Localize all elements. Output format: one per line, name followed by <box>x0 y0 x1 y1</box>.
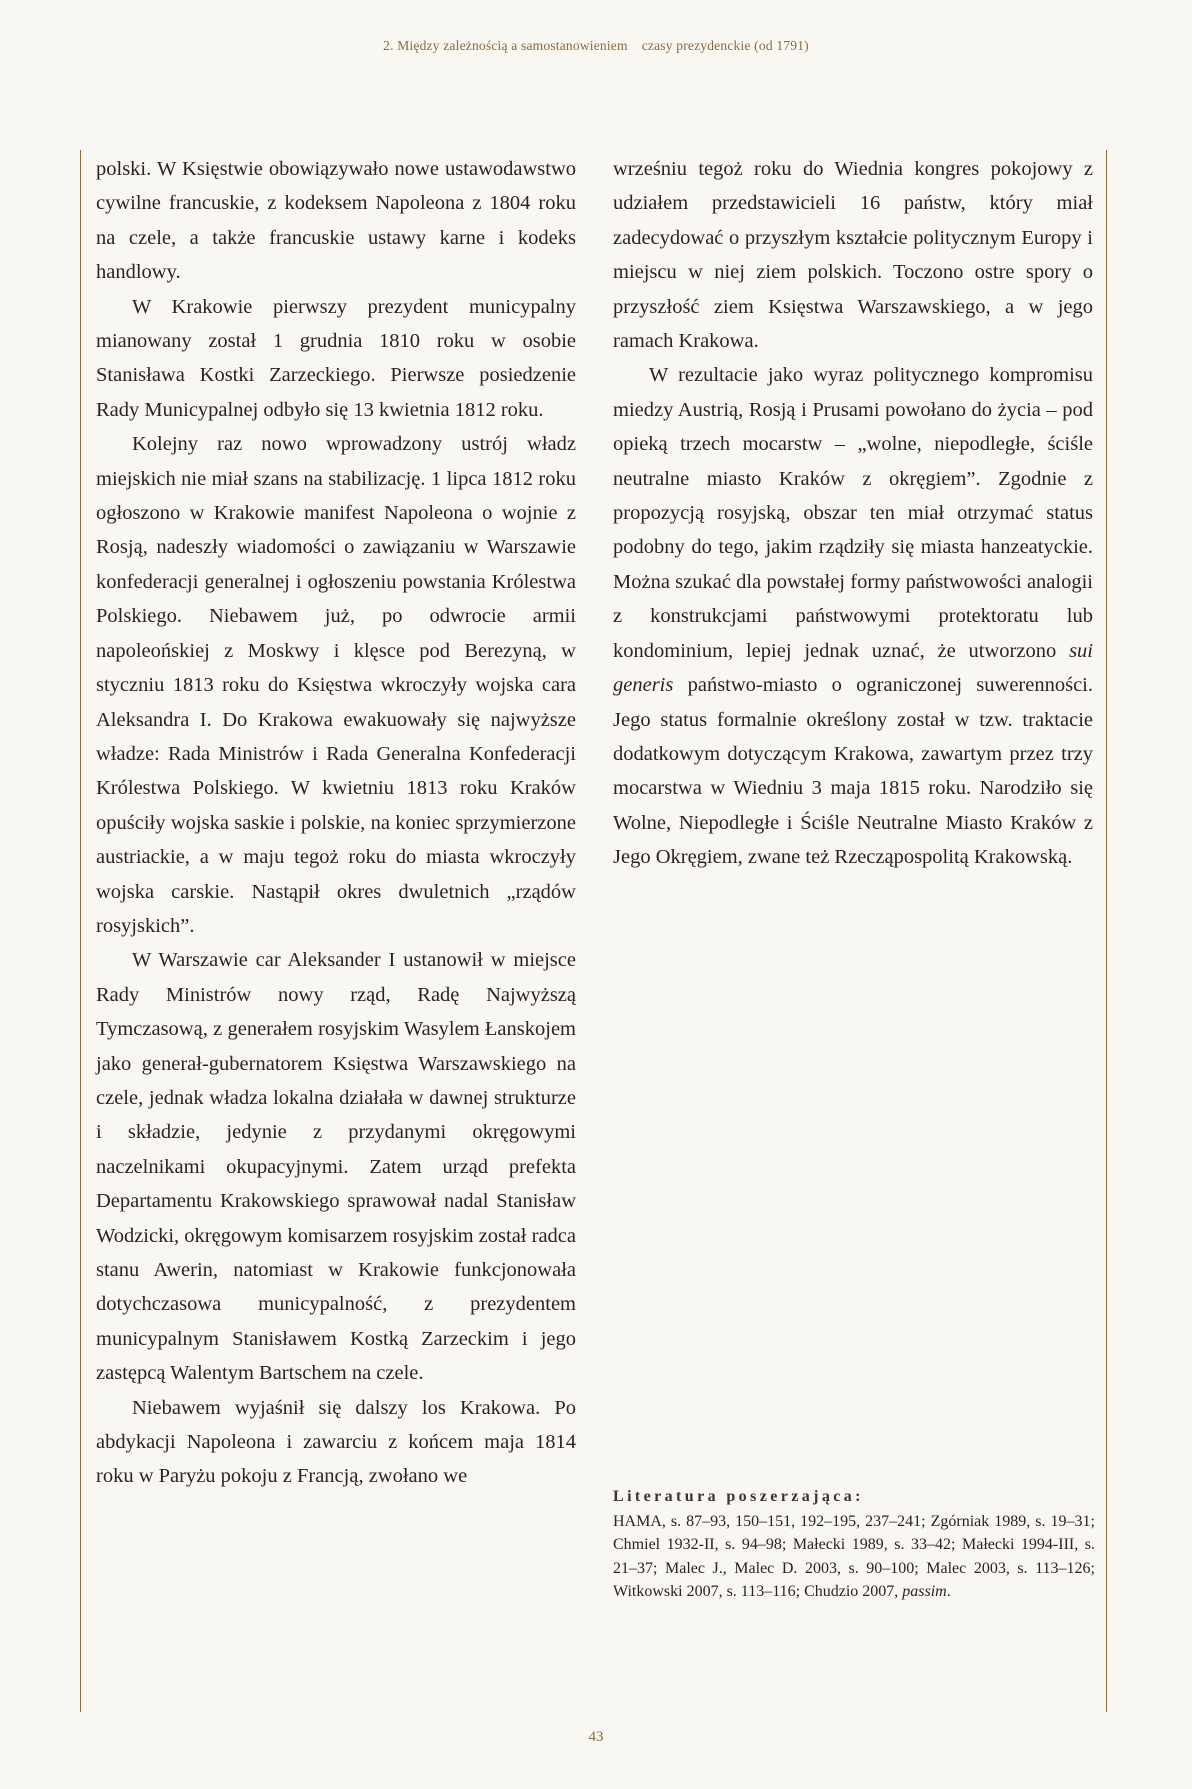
right-text-column <box>613 152 1093 875</box>
further-reading-text <box>613 1510 1095 1604</box>
paragraph: Kolejny raz nowo wprowadzony ustrój władz miejskich nie miał szans na stabilizację. 1 lipca 1812 roku ogłoszono w Krakowie manifest Napoleona o wojnie z Rosją, nadeszły wiadomości o zawiązaniu w Warszawie konfederacji generalnej i ogłoszeniu powstania Królestwa Polskiego. Niebawem już, po odwrocie armii napoleońskiej z Moskwy i klęsce pod Berezyną, w styczniu 1813 roku do Księstwa wkroczyły wojska cara Aleksandra I. Do Krakowa ewakuowały się najwyższe władze: Rada Ministrów i Rada Generalna Konfederacji Królestwa Polskiego. W kwietniu 1813 roku Kraków opuściły wojska saskie i polskie, na koniec sprzymierzone austriackie, a w maju tegoż roku do miasta wkroczyły wojska carskie. Nastąpił okres dwuletnich „rządów rosyjskich”. <box>96 433 576 937</box>
paragraph <box>613 358 1093 874</box>
further-reading <box>613 1485 1095 1604</box>
paragraph: W Krakowie pierwszy prezydent municypalny mianowany został 1 grudnia 1810 roku w osobie Stanisława Kostki Zarzeckiego. Pierwsze posiedzenie Rady Municypalnej odbyło się 13 kwietnia 1812 roku. <box>96 295 576 421</box>
reference-list: HAMA, s. 87–93, 150–151, 192–195, 237–241; Zgórniak 1989, s. 19–31; Chmiel 1932-II, s. 94–98; Małecki 1989, s. 33–42; Małecki 1994-III, s. 21–37; Malec J., Malec D. 2003, s. 90–100; Malec 2003, s. 113–126; Witkowski 2007, s. 113–116; Chudzio 2007, <box>613 1512 1095 1601</box>
running-head <box>0 38 1192 54</box>
reference-end: . <box>946 1583 951 1601</box>
paragraph: polski. W Księstwie obowiązywało nowe ustawodawstwo cywilne francuskie, z kodeksem Napoleona z 1804 roku na czele, a także francuskie ustawy karne i kodeks handlowy. <box>96 158 576 284</box>
reference-passim: passim <box>902 1583 947 1601</box>
paragraph: Niebawem wyjaśnił się dalszy los Krakowa. Po abdykacji Napoleona i zawarciu z końcem maja 1814 roku w Paryżu pokoju z Francją, zwołano we <box>96 1396 576 1488</box>
left-text-column <box>96 152 576 1494</box>
running-head-chapter: 2. Między zależnością a samostanowieniem <box>383 38 628 53</box>
left-column-rule <box>80 150 81 1712</box>
further-reading-heading: Literatura poszerzająca: <box>613 1488 864 1505</box>
paragraph: W Warszawie car Aleksander I ustanowił w miejsce Rady Ministrów nowy rząd, Radę Najwyższą Tymczasową, z generałem rosyjskim Wasylem Łanskojem jako generał-gubernatorem Księstwa Warszawskiego na czele, jednak władza lokalna działała w dawnej strukturze i składzie, jedynie z przydanymi okręgowymi naczelnikami okupacyjnymi. Zatem urząd prefekta Departamentu Krakowskiego sprawował nadal Stanisław Wodzicki, okręgowym komisarzem rosyjskim został radca stanu Awerin, natomiast w Krakowie funkcjonowała dotychczasowa municypalność, z prezydentem municypalnym Stanisławem Kostką Zarzeckim i jego zastępcą Walentym Bartschem na czele. <box>96 949 576 1385</box>
paragraph-text: państwo-miasto o ograniczonej suwerenności. Jego status formalnie określony został w tzw. traktacie dodatkowym dotyczącym Krakowa, zawartym przez trzy mocarstwa w Wiedniu 3 maja 1815 roku. Narodziło się Wolne, Niepodległe i Ściśle Neutralne Miasto Kraków z Jego Okręgiem, zwane też Rzecząpospolitą Krakowską. <box>613 674 1093 869</box>
latin-term: sui generis <box>613 639 1093 697</box>
paragraph-text: W rezultacie jako wyraz politycznego kompromisu miedzy Austrią, Rosją i Prusami powołano do życia – pod opieką trzech mocarstw – „wolne, niepodległe, ściśle neutralne miasto Kraków z okręgiem”. Zgodnie z propozycją rosyjską, obszar ten miał otrzymać status podobny do tego, jakim rządziły się miasta hanzeatyckie. Można szukać dla powstałej formy państwowości analogii z konstrukcjami państwowymi protektoratu lub kondominium, lepiej jednak uznać, że utworzono <box>613 364 1093 662</box>
paragraph: wrześniu tegoż roku do Wiednia kongres pokojowy z udziałem przedstawicieli 16 państw, który miał zadecydować o przyszłym kształcie politycznym Europy i miejscu w niej ziem polskich. Toczono ostre spory o przyszłość ziem Księstwa Warszawskiego, a w jego ramach Krakowa. <box>613 158 1093 353</box>
page-number: 43 <box>588 1729 604 1745</box>
right-column-rule <box>1106 150 1107 1712</box>
running-head-period: czasy prezydenckie (od 1791) <box>641 38 809 53</box>
